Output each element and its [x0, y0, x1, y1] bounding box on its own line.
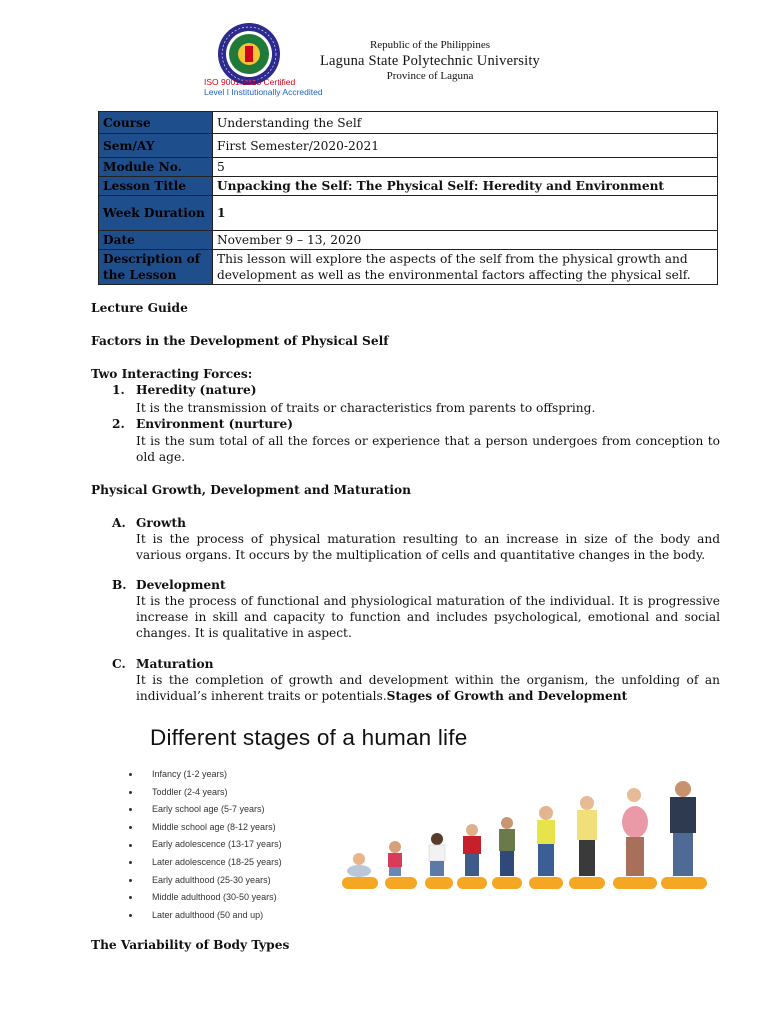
table-row — [99, 231, 718, 250]
child-figure — [463, 824, 481, 876]
force-title-environment: Environment (nurture) — [136, 417, 293, 431]
table-row — [99, 250, 718, 285]
list-item — [129, 854, 282, 872]
teen-figure — [577, 796, 597, 876]
iso-certified: ISO 9001:2015 Certified — [204, 77, 296, 87]
row-key: Course — [99, 112, 213, 134]
stage-badge — [569, 877, 605, 889]
growth-heading: Physical Growth, Development and Maturation — [91, 483, 412, 497]
stages-heading: Stages of Growth and Development — [386, 689, 628, 703]
stage-badge — [342, 877, 378, 889]
list-item — [129, 889, 282, 907]
human-figures-illustration — [337, 767, 712, 892]
stage-badge — [425, 877, 453, 889]
item-title-development: Development — [136, 578, 226, 592]
table-row — [99, 158, 718, 177]
bullet-icon — [129, 879, 132, 882]
body-types-heading: The Variability of Body Types — [91, 938, 290, 952]
row-key: Description of the Lesson — [99, 250, 213, 285]
stage-label: Middle school age (8-12 years) — [152, 821, 276, 832]
course-info-table — [98, 111, 718, 285]
header-university: Laguna State Polytechnic University — [319, 53, 541, 69]
row-value: Understanding the Self — [213, 112, 718, 134]
row-key: Lesson Title — [99, 177, 213, 196]
header-province: Province of Laguna — [386, 70, 474, 82]
stage-label: Later adulthood (50 and up) — [152, 909, 264, 920]
stage-badge — [385, 877, 417, 889]
stage-badge — [457, 877, 487, 889]
item-text-development: It is the process of functional and physiological maturation of the individual. It is progressive increase in skill and capacity to function and includes psychological, emotional and social changes. It is qualitative in aspect. — [136, 594, 720, 640]
force-title-heredity: Heredity (nature) — [136, 383, 257, 397]
human-life-stages-figure — [117, 723, 719, 928]
row-value: This lesson will explore the aspects of the self from the physical growth and development as well as the environmental factors affecting the physical self. — [213, 250, 718, 285]
stage-badge — [613, 877, 657, 889]
bullet-icon — [129, 861, 132, 864]
lecture-guide-heading: Lecture Guide — [91, 301, 188, 315]
header-republic: Republic of the Philippines — [369, 39, 491, 51]
child-figure — [499, 817, 515, 876]
baby-figure — [347, 853, 371, 877]
stage-label: Early adolescence (13-17 years) — [152, 839, 282, 850]
woman-figure — [622, 788, 648, 876]
bullet-icon — [129, 896, 132, 899]
child-figure — [429, 833, 445, 876]
force-text-heredity: It is the transmission of traits or characteristics from parents to offspring. — [136, 401, 596, 415]
row-value: 5 — [213, 158, 718, 177]
item-text-growth: It is the process of physical maturation resulting to an increase in size of the body and various organs. It occurs by the multiplication of cells and quantitative changes in the body. — [136, 532, 720, 562]
list-item — [129, 819, 282, 837]
item-text-maturation — [136, 672, 720, 704]
row-key: Module No. — [99, 158, 213, 177]
item-letter: C. — [112, 657, 126, 671]
toddler-figure — [388, 841, 402, 876]
table-row — [99, 134, 718, 158]
item-letter: A. — [112, 516, 126, 530]
man-figure — [670, 781, 696, 876]
stage-label: Later adolescence (18-25 years) — [152, 856, 282, 867]
bullet-icon — [129, 808, 132, 811]
stage-label: Middle adulthood (30-50 years) — [152, 892, 277, 903]
table-row — [99, 177, 718, 196]
bullet-icon — [129, 791, 132, 794]
list-item — [129, 784, 282, 802]
forces-heading: Two Interacting Forces: — [91, 367, 253, 381]
stage-badge — [661, 877, 707, 889]
maturation-text: It is the completion of growth and development within the organism, the unfolding of an individual’s inherent traits or potentials. — [136, 673, 720, 703]
row-key: Week Duration — [99, 196, 213, 231]
bullet-icon — [129, 914, 132, 917]
item-title-growth: Growth — [136, 516, 186, 530]
stages-list — [129, 766, 282, 924]
bullet-icon — [129, 826, 132, 829]
row-value: 1 — [213, 196, 718, 231]
stage-label: Infancy (1-2 years) — [152, 769, 228, 779]
row-key: Sem/AY — [99, 134, 213, 158]
stage-badge — [529, 877, 563, 889]
list-item — [129, 766, 282, 784]
row-key: Date — [99, 231, 213, 250]
preteen-figure — [537, 806, 555, 876]
row-value: Unpacking the Self: The Physical Self: Heredity and Environment — [213, 177, 718, 196]
factors-heading: Factors in the Development of Physical Self — [91, 334, 389, 348]
force-text-environment: It is the sum total of all the forces or experience that a person undergoes from conception to old age. — [136, 434, 720, 464]
item-letter: B. — [112, 578, 127, 592]
list-item — [129, 907, 282, 925]
bullet-icon — [129, 773, 132, 776]
accreditation: Level I Institutionally Accredited — [204, 87, 323, 97]
stage-label: Early adulthood (25-30 years) — [152, 874, 271, 885]
table-row — [99, 196, 718, 231]
table-row — [99, 112, 718, 134]
list-item — [129, 872, 282, 890]
list-item — [129, 836, 282, 854]
bullet-icon — [129, 844, 132, 847]
figure-title: Different stages of a human life — [150, 725, 468, 750]
item-title-maturation: Maturation — [136, 657, 214, 671]
force-number: 1. — [112, 383, 125, 397]
force-number: 2. — [112, 417, 125, 431]
row-value: November 9 – 13, 2020 — [213, 231, 718, 250]
stage-label: Early school age (5-7 years) — [152, 804, 265, 815]
list-item — [129, 801, 282, 819]
stage-label: Toddler (2-4 years) — [152, 786, 228, 797]
stage-badge — [492, 877, 522, 889]
row-value: First Semester/2020-2021 — [213, 134, 718, 158]
